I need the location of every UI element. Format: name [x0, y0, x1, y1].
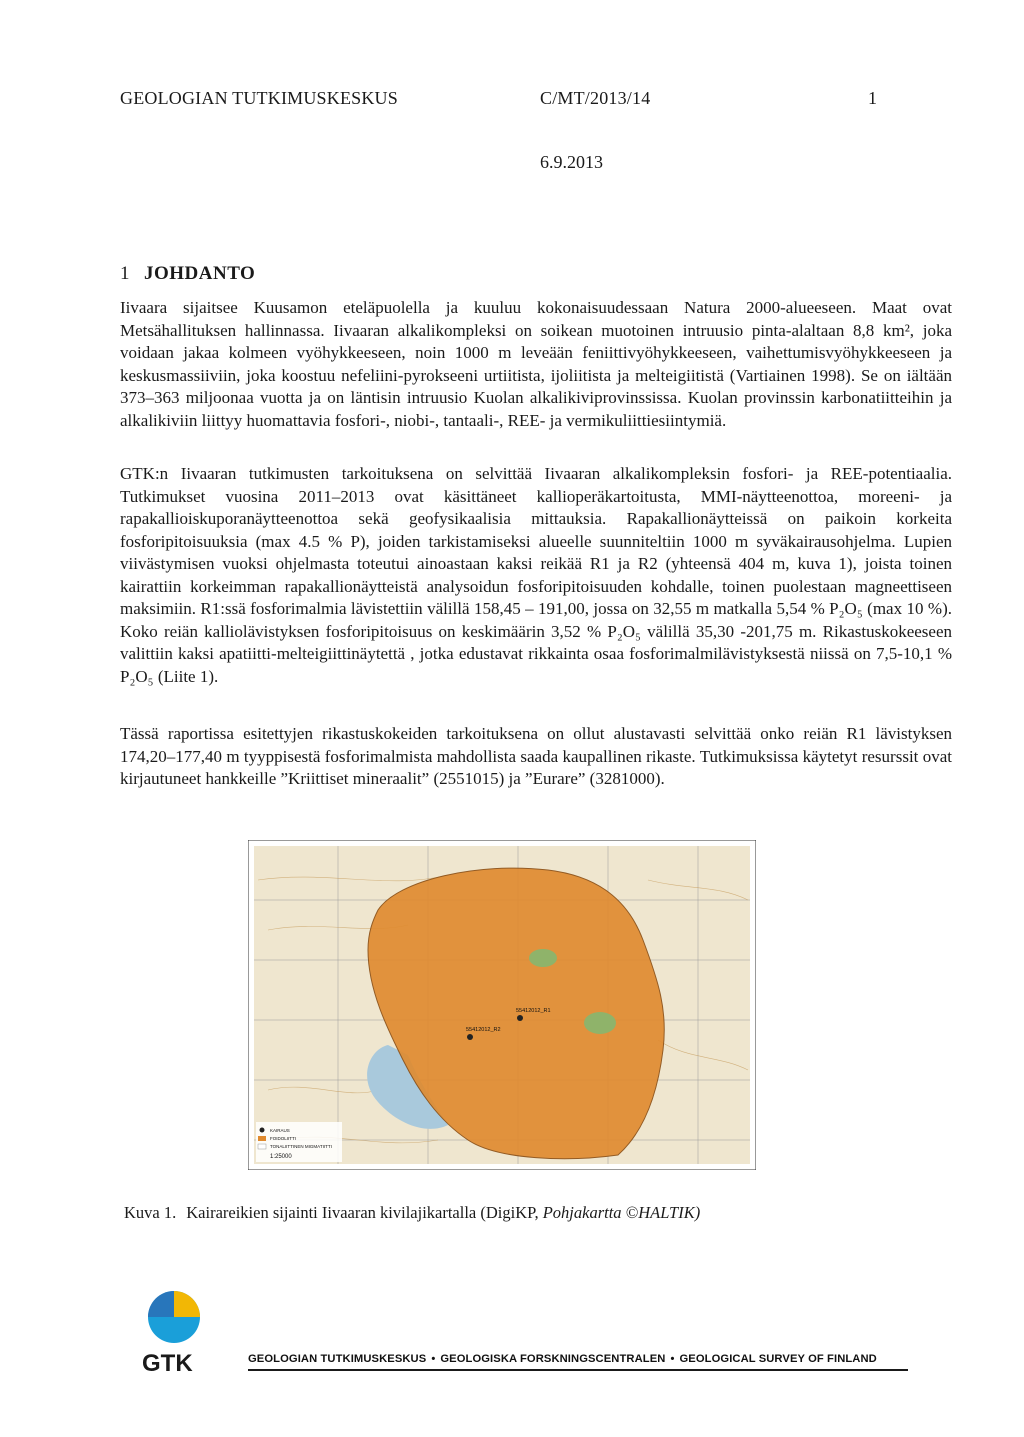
gtk-logo-text: GTK — [142, 1350, 193, 1377]
paragraph-intro: Iivaara sijaitsee Kuusamon eteläpuolella ja kuuluu kokonaisuudessaan Natura 2000-alueeseen. Maat ovat Metsähallituksen hallinnassa. Iivaaran alkalikompleksi on soikean muotoinen intruusio pinta-alaltaan 8,8 km², joka voidaan jakaa kolmeen vyöhykkeeseen, noin 1000 m leveään feniittivyöhykkeeseen, vaihettumisvyöhykkeeseen ja keskusmassiiviin, joka koostuu nefeliini-pyrokseeni urtiitista, ijoliitista ja melteigiitistä (Vartiainen 1998). Se on iältään 373–363 miljoonaa vuotta ja on läntisin intruusio Kuolan alkalikiviprovinssissa. Kuolan provinssin karbonatiitteihin ja alkalikiviin liittyy huomattavia fosfori-, niobi-, tantaali-, REE- ja vermikuliittiesiintymiä. — [120, 298, 952, 430]
legend-swatch-foidolite — [258, 1136, 266, 1141]
caption-italic-text: Pohjakartta ©HALTIK) — [542, 1203, 701, 1222]
header-date: 6.9.2013 — [540, 152, 603, 172]
gtk-logo-sector-icon — [174, 1291, 200, 1317]
legend-tonalite: TONALIITTINEN MIGMATIITTI — [270, 1144, 332, 1149]
footer-org-sv: GEOLOGISKA FORSKNINGSCENTRALEN — [440, 1353, 666, 1365]
section-title: JOHDANTO — [144, 263, 256, 284]
caption-text: Kairareikien sijainti Iivaaran kivilajikartalla (DigiKP, — [186, 1203, 543, 1222]
paragraph-purpose: Tässä raportissa esitettyjen rikastuskokeiden tarkoituksena on ollut alustavasti selvittää onko reiän R1 lävistyksen 174,20–177,40 m tyyppisestä fosforimalmista mahdollista saada kaupallinen rikaste. Tutkimuksissa käytetyt resurssit ovat kirjautuneet hankkeille ”Kriittiset mineraalit” (2551015) ja ”Eurare” (3281000). — [120, 724, 952, 788]
header-organization: GEOLOGIAN TUTKIMUSKESKUS — [120, 88, 398, 108]
footer-organizations — [248, 1353, 908, 1371]
vegetation-patch — [584, 1012, 616, 1034]
paragraph-research: GTK:n Iivaaran tutkimusten tarkoituksena on selvittää Iivaaran alkalikompleksin fosfori- ja REE-potentiaalia. Tutkimukset vuosina 2011–2013 ovat käsittäneet kallioperäkartoitusta, MMI-näytteenottoa, moreeni- ja rapakallioiskuporanäytteenottoa sekä geofysikaalisia mittauksia. Rapakallionäytteissä on paikoin korkeita fosforipitoisuuksia (max 4.5 % P), joiden tarkistamiseksi alueelle suunniteltiin 1000 m syväkairausohjelma. Lupien viivästymisen vuoksi ohjelmasta toteutui ainoastaan kaksi reikää R1 ja R2 (yhteensä 404 m, kuva 1), joista toinen kairattiin korkeimman rapakallionäytteistä analysoidun fosforipitoisuuden kohdalle, toinen puolestaan magneettiseen maksimiin. R1:ssä fosforimalmia lävistettiin välillä 158,45 – 191,00, jossa on 32,55 m matkalla 5,54 % P₂O₅ (max 10 %). Koko reiän kalliolävistyksen fosforipitoisuus on keskimäärin 3,52 % P₂O₅ välillä 35,30 -201,75 m. Rikastuskokeeseen valittiin kaksi apatiitti-melteigiittinäytettä , jotka edustavat rikkainta osaa fosforimalmilävistyksestä niissä on 7,5-10,1 % P₂O₅ (Liite 1). — [120, 464, 952, 686]
map-legend — [256, 1122, 342, 1162]
footer-separator: • — [431, 1353, 436, 1365]
gtk-logo-sector2-icon — [148, 1291, 174, 1317]
drill-hole-r1-marker — [467, 1034, 473, 1040]
section-number: 1 — [120, 263, 130, 284]
footer-separator: • — [670, 1353, 675, 1365]
vegetation-patch — [529, 949, 557, 967]
map-scale: 1:25000 — [270, 1154, 292, 1160]
drill-hole-r2-marker — [517, 1015, 523, 1021]
footer-org-en: GEOLOGICAL SURVEY OF FINLAND — [679, 1353, 877, 1365]
geology-map-figure — [248, 840, 756, 1170]
legend-drill: KAIRAUS — [270, 1128, 290, 1133]
page-number: 1 — [868, 88, 878, 108]
drill-hole-r2-label: 55412012_R1 — [516, 1008, 551, 1014]
section-heading — [120, 263, 255, 285]
legend-foidolite: FOIDOLIITTI — [270, 1136, 297, 1141]
drill-hole-r1-label: 55412012_R2 — [466, 1027, 501, 1033]
caption-label: Kuva 1. — [124, 1203, 177, 1222]
footer-org-fi: GEOLOGIAN TUTKIMUSKESKUS — [248, 1353, 427, 1365]
geology-map — [248, 840, 756, 1170]
figure-caption — [124, 1203, 700, 1223]
gtk-logo — [140, 1285, 220, 1377]
header-report-code: C/MT/2013/14 — [540, 88, 651, 108]
